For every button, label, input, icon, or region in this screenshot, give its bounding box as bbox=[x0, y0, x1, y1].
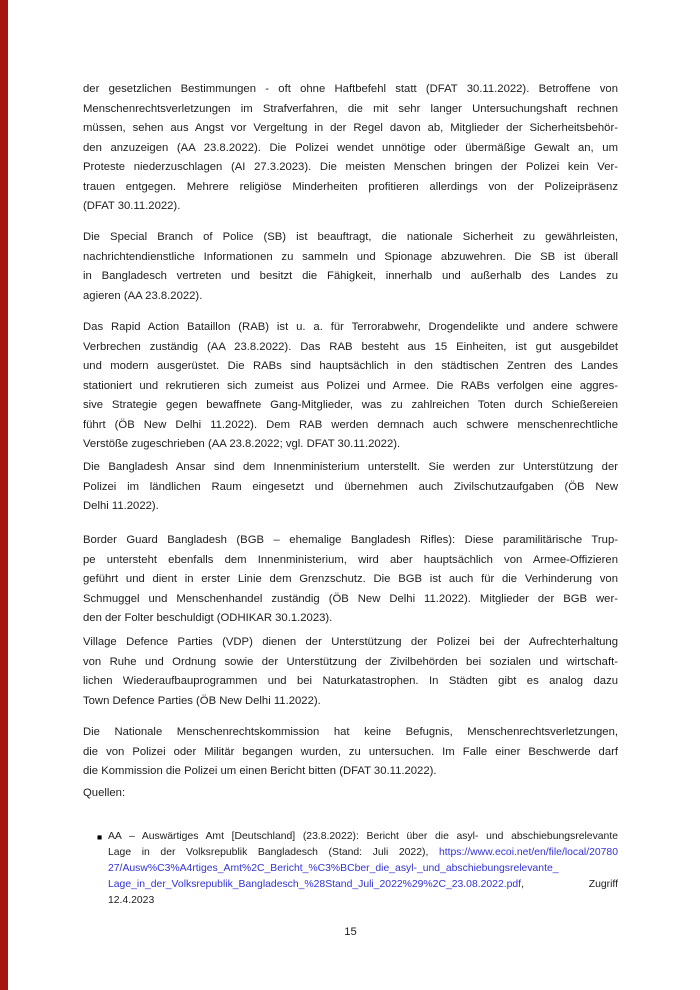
text-line: (DFAT 30.11.2022). bbox=[83, 200, 181, 212]
source-link[interactable]: Lage_in_der_Volksrepublik_Bangladesch_%28Stand_Juli_2022%29%2C_23.08.2022.pdf bbox=[108, 879, 522, 890]
text-line: Border Guard Bangladesh (BGB – ehemalige Bangladesh Rifles): Diese paramilitärische Trup- bbox=[83, 534, 618, 546]
source-text: 12.4.2023 bbox=[108, 895, 155, 906]
text-line: Die Bangladesh Ansar sind dem Innenministerium unterstellt. Sie werden zur Unterstützung der bbox=[83, 461, 618, 473]
source-link[interactable]: 27/Ausw%C3%A4rtiges_Amt%2C_Bericht_%C3%BCber_die_asyl-_und_abschiebungsrelevante_ bbox=[108, 863, 559, 874]
text-line: Polizei im ländlichen Raum eingesetzt und übernehmen auch Zivilschutzaufgaben (ÖB New bbox=[83, 480, 618, 493]
text-line: den anzuzeigen (AA 23.8.2022). Die Polizei wendet unnötige oder übermäßige Gewalt an, um bbox=[83, 141, 618, 154]
text-line: der gesetzlichen Bestimmungen - oft ohne Haftbefehl statt (DFAT 30.11.2022). Betroffene von bbox=[83, 83, 618, 95]
left-accent-bar bbox=[0, 0, 8, 990]
text-line: Village Defence Parties (VDP) dienen der Unterstützung der Polizei bei der Aufrechterhaltung bbox=[83, 636, 618, 648]
text-line: geführt und dient in erster Linie dem Grenzschutz. Die BGB ist auch für die Verhinderung von bbox=[83, 573, 618, 585]
source-line bbox=[108, 861, 618, 877]
paragraph bbox=[83, 80, 618, 217]
text-line: trauen entgegen. Mehrere religiöse Minderheiten profitieren allerdings von der Polizeipräsenz bbox=[83, 180, 618, 193]
text-line: Verstöße zugeschrieben (AA 23.8.2022; vgl. DFAT 30.11.2022). bbox=[83, 438, 401, 450]
source-line bbox=[108, 829, 618, 845]
sources-heading: Quellen: bbox=[83, 787, 126, 799]
text-line: führt (ÖB New Delhi 11.2022). Dem RAB werden demnach auch schwere menschenrechtliche bbox=[83, 418, 618, 431]
source-line bbox=[108, 877, 618, 893]
text-line: Die Nationale Menschenrechtskommission hat keine Befugnis, Menschenrechtsverletzungen, bbox=[83, 726, 618, 738]
source-link[interactable]: https://www.ecoi.net/en/file/local/20780 bbox=[438, 847, 618, 858]
paragraph bbox=[83, 531, 618, 629]
source-item bbox=[83, 829, 618, 909]
text-line: von Ruhe und Ordnung sowie der Unterstützung der Zivilbehörden bei sozialen und wirtschaft- bbox=[83, 655, 618, 668]
source-line bbox=[108, 845, 618, 861]
text-line: Proteste niederzuschlagen (AI 27.3.2023). Die meisten Menschen bringen der Polizei kein Ver- bbox=[83, 161, 618, 173]
text-line: in Bangladesch vertreten und besitzt die Fähigkeit, innerhalb und außerhalb des Landes zu bbox=[83, 270, 618, 282]
source-text: Lage in der Volksrepublik Bangladesch (Stand: Juli 2022), bbox=[108, 847, 439, 858]
text-line: pe untersteht ebenfalls dem Innenministerium, wird aber hauptsächlich von Armee-Offizieren bbox=[83, 553, 618, 566]
text-line: nachrichtendienstliche Informationen zu sammeln und Spionage abzuwehren. Die SB ist überall bbox=[83, 250, 618, 263]
paragraph bbox=[83, 458, 618, 517]
paragraph bbox=[83, 318, 618, 455]
text-line: Das Rapid Action Bataillon (RAB) ist u. a. für Terrorabwehr, Drogendelikte und andere schwere bbox=[83, 321, 618, 333]
source-text: , Zugriff bbox=[521, 879, 618, 890]
text-line: stationiert und rekrutieren sich zumeist aus Polizei und Armee. Die RABs verfolgen eine aggres- bbox=[83, 379, 618, 392]
paragraph bbox=[83, 723, 618, 782]
source-line bbox=[108, 893, 618, 909]
paragraph bbox=[83, 228, 618, 306]
text-line: Schmuggel und Menschenhandel zuständig (ÖB New Delhi 11.2022). Mitglieder der BGB wer- bbox=[83, 592, 618, 605]
text-line: müssen, sehen aus Angst vor Vergeltung in der Regel davon ab, Mitglieder der Sicherheitsbehör- bbox=[83, 122, 618, 134]
text-line: sive Strategie gegen bewaffnete Gang-Mitglieder, was zu zahlreichen Toten durch Schießereien bbox=[83, 399, 618, 411]
text-line: den der Folter beschuldigt (ODHIKAR 30.1.2023). bbox=[83, 612, 333, 624]
text-line: agieren (AA 23.8.2022). bbox=[83, 289, 203, 302]
paragraph bbox=[83, 633, 618, 711]
text-line: Verbrechen zuständig (AA 23.8.2022). Das RAB besteht aus 15 Einheiten, ist gut ausgebildet bbox=[83, 340, 618, 353]
source-list bbox=[83, 829, 618, 909]
source-text: AA – Auswärtiges Amt [Deutschland] (23.8.2022): Bericht über die asyl- und abschiebungsrelevante bbox=[108, 831, 618, 842]
text-line: Delhi 11.2022). bbox=[83, 500, 159, 512]
text-line: lichen Wiederaufbauprogrammen und bei Naturkatastrophen. In Städten gibt es analog dazu bbox=[83, 675, 618, 687]
text-line: Town Defence Parties (ÖB New Delhi 11.2022). bbox=[83, 694, 321, 707]
text-line: Die Special Branch of Police (SB) ist beauftragt, die nationale Sicherheit zu gewährleisten, bbox=[83, 231, 618, 243]
text-line: Menschenrechtsverletzungen im Strafverfahren, die mit sehr langer Untersuchungshaft rechnen bbox=[83, 102, 618, 115]
text-line: und modern ausgerüstet. Die RABs sind hauptsächlich in den städtischen Zentren des Landes bbox=[83, 360, 618, 372]
text-line: die von Polizei oder Militär begangen wurden, zu untersuchen. Im Falle einer Beschwerde darf bbox=[83, 745, 618, 758]
page-number: 15 bbox=[344, 926, 357, 938]
bullet-square-icon: ■ bbox=[97, 832, 103, 842]
text-line: die Kommission die Polizei um einen Bericht bitten (DFAT 30.11.2022). bbox=[83, 765, 437, 777]
